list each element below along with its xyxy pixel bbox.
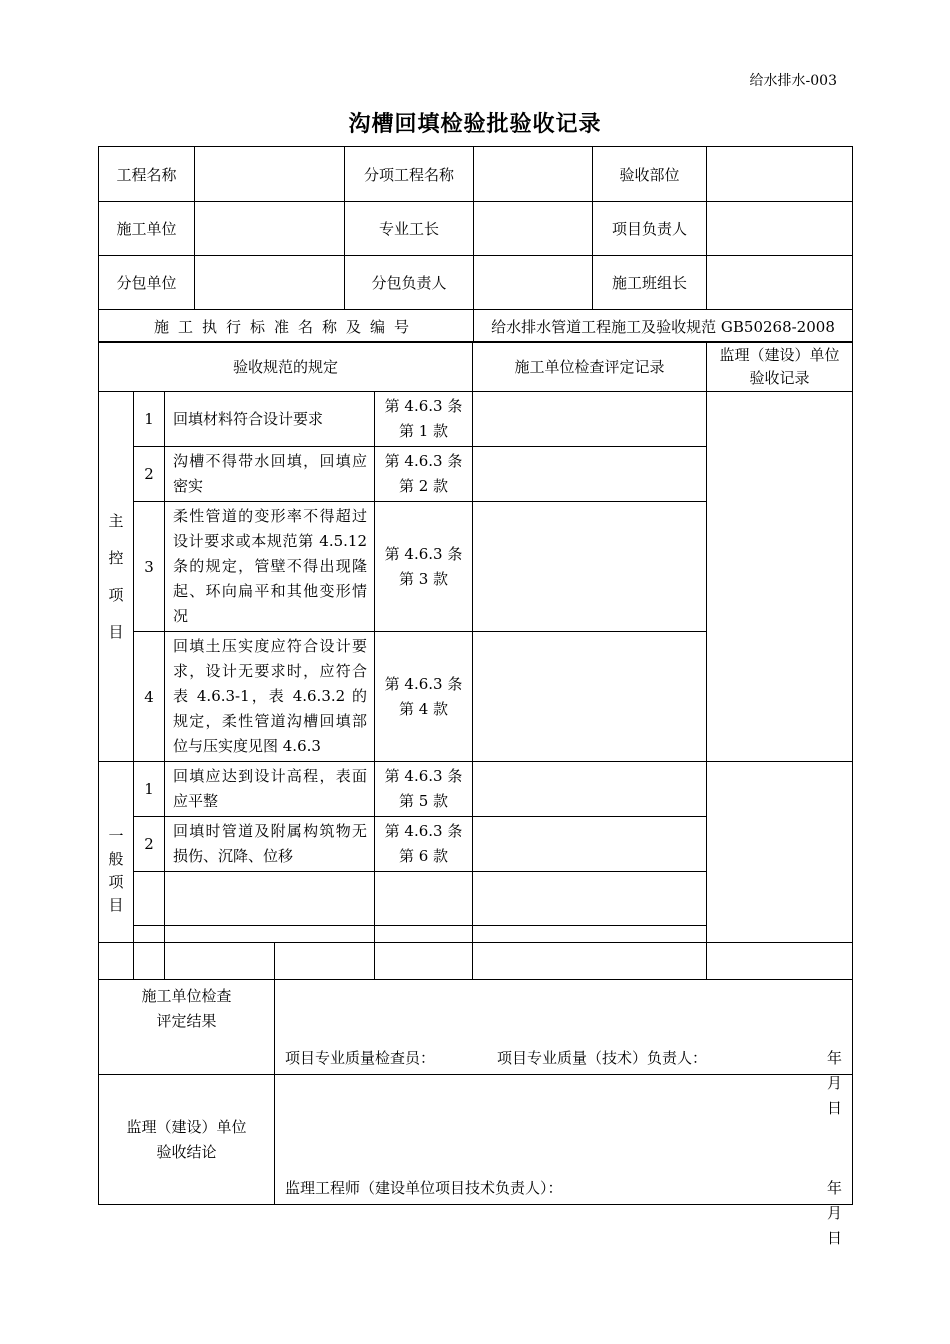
- supervisor-result-area[interactable]: [275, 1075, 853, 1247]
- header-row-3: [99, 256, 853, 310]
- item-text: 柔性管道的变形率不得超过设计要求或本规范第 4.5.12 条的规定，管壁不得出现隆起、环向扁平和其他变形情况: [165, 502, 375, 632]
- constructor-record-cell[interactable]: [473, 447, 707, 502]
- constructor-result-label: 施工单位检查 评定结果: [99, 943, 275, 1075]
- item-text: 沟槽不得带水回填，回填应密实: [165, 447, 375, 502]
- column-supervisor-record: 监理（建设）单位验收记录: [707, 342, 853, 392]
- label-sub-manager: 分包负责人: [345, 256, 474, 310]
- item-number: 2: [134, 447, 165, 502]
- constructor-signature-line: [285, 1046, 842, 1117]
- standard-value: 给水排水管道工程施工及验收规范 GB50268-2008: [474, 310, 853, 343]
- column-constructor-record: 施工单位检查评定记录: [473, 342, 707, 392]
- item-number: 4: [134, 632, 165, 762]
- constructor-record-cell[interactable]: [473, 392, 707, 447]
- constructor-result-area[interactable]: [275, 943, 853, 1117]
- field-acceptance-part[interactable]: [707, 147, 853, 202]
- header-table: [98, 146, 853, 343]
- main-group-label: 主 控 项 目: [99, 392, 134, 762]
- item-reference: 第 4.6.3 条 第 5 款: [375, 762, 473, 817]
- item-text: 回填时管道及附属构筑物无损伤、沉降、位移: [165, 817, 375, 872]
- constructor-result-row: [99, 943, 853, 1075]
- constructor-record-cell[interactable]: [473, 632, 707, 762]
- label-subcontractor: 分包单位: [99, 256, 195, 310]
- label-standard: 施工执行标准名称及编号: [99, 310, 474, 343]
- column-header-row: [99, 342, 853, 392]
- item-reference: 第 4.6.3 条 第 4 款: [375, 632, 473, 762]
- item-reference: 第 4.6.3 条 第 2 款: [375, 447, 473, 502]
- field-subcontractor[interactable]: [195, 256, 345, 310]
- label-constructor: 施工单位: [99, 202, 195, 256]
- field-constructor[interactable]: [195, 202, 345, 256]
- item-text-empty[interactable]: [165, 872, 375, 926]
- item-number: 1: [134, 762, 165, 817]
- date-label: 年 月 日: [826, 1179, 842, 1247]
- label-team-leader: 施工班组长: [593, 256, 707, 310]
- label-sub-project: 分项工程名称: [345, 147, 474, 202]
- item-text: 回填应达到设计高程，表面应平整: [165, 762, 375, 817]
- item-text: 回填材料符合设计要求: [165, 392, 375, 447]
- signature-table: [98, 942, 853, 1247]
- supervisor-signature-line: [285, 1176, 842, 1247]
- document-title: 沟槽回填检验批验收记录: [348, 111, 602, 137]
- general-group-label: 一 般 项 目: [99, 762, 134, 980]
- inspector-label: 项目专业质量检查员：: [285, 1049, 436, 1067]
- label-acceptance-part: 验收部位: [593, 147, 707, 202]
- date-label: 年 月 日: [826, 1049, 842, 1117]
- constructor-record-cell[interactable]: [473, 762, 707, 817]
- item-number-empty: [134, 872, 165, 926]
- main-item-row: [99, 392, 853, 447]
- supervisor-result-label: 监理（建设）单位 验收结论: [99, 1075, 275, 1205]
- item-reference: 第 4.6.3 条 第 6 款: [375, 817, 473, 872]
- item-number: 2: [134, 817, 165, 872]
- field-project-name[interactable]: [195, 147, 345, 202]
- header-row-2: [99, 202, 853, 256]
- item-number: 3: [134, 502, 165, 632]
- engineer-label: 监理工程师（建设单位项目技术负责人）：: [285, 1179, 563, 1197]
- constructor-record-cell[interactable]: [473, 502, 707, 632]
- field-team-leader[interactable]: [707, 256, 853, 310]
- constructor-record-cell[interactable]: [473, 817, 707, 872]
- standard-row: [99, 310, 853, 343]
- item-text: 回填土压实度应符合设计要求，设计无要求时，应符合表 4.6.3-1，表 4.6.3.2 的规定，柔性管道沟槽回填部位与压实度见图 4.6.3: [165, 632, 375, 762]
- item-reference: 第 4.6.3 条 第 1 款: [375, 392, 473, 447]
- label-foreman: 专业工长: [345, 202, 474, 256]
- document-code: 给水排水-003: [749, 73, 837, 89]
- field-sub-manager[interactable]: [474, 256, 593, 310]
- constructor-record-cell[interactable]: [473, 872, 707, 926]
- label-project-name: 工程名称: [99, 147, 195, 202]
- general-item-row: [99, 762, 853, 817]
- item-reference-empty[interactable]: [375, 872, 473, 926]
- tech-lead-label: 项目专业质量（技术）负责人：: [497, 1049, 708, 1067]
- item-reference: 第 4.6.3 条 第 3 款: [375, 502, 473, 632]
- column-spec: 验收规范的规定: [99, 342, 473, 392]
- field-sub-project[interactable]: [474, 147, 593, 202]
- inspection-table: [98, 341, 853, 980]
- supervisor-result-row: [99, 1075, 853, 1205]
- label-project-manager: 项目负责人: [593, 202, 707, 256]
- field-foreman[interactable]: [474, 202, 593, 256]
- field-project-manager[interactable]: [707, 202, 853, 256]
- supervisor-record-main[interactable]: [707, 392, 853, 762]
- item-number: 1: [134, 392, 165, 447]
- header-row-1: [99, 147, 853, 202]
